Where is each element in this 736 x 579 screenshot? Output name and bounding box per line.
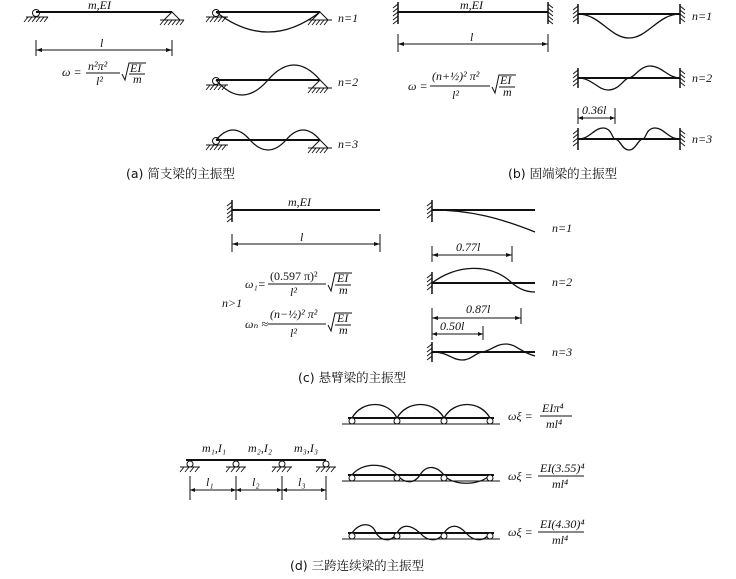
omega-lhs: ω = bbox=[62, 65, 82, 79]
span-property-2: m₂,I₂ bbox=[248, 441, 273, 455]
n-condition: n>1 bbox=[222, 296, 243, 310]
omegan-lhs: ωₙ ≈ bbox=[245, 317, 268, 331]
mode-shape-2 bbox=[573, 66, 685, 90]
omega-numerator: n²π² bbox=[88, 59, 108, 73]
sqrt-numerator: EI bbox=[130, 61, 142, 75]
span-property-3: m₃,I₃ bbox=[294, 441, 319, 455]
mode-label-2: n=2 bbox=[552, 275, 573, 289]
omega-lhs: ω = bbox=[408, 79, 428, 93]
mode-shape-1 bbox=[427, 200, 535, 232]
omega-numerator: (n+½)² π² bbox=[432, 69, 480, 83]
fixed-support-icon bbox=[548, 2, 553, 24]
span-property-1: m₁,I₁ bbox=[202, 441, 227, 455]
fixed-support-icon bbox=[227, 200, 232, 222]
mode-shape-2 bbox=[206, 65, 332, 95]
omegan-numerator: (n−½)² π² bbox=[270, 307, 318, 321]
caption-a: (a) 简支梁的主振型 bbox=[126, 166, 235, 181]
span-length-3: l₃ bbox=[298, 475, 306, 489]
mode-label-1: n=1 bbox=[552, 221, 573, 235]
omega-lhs: ωξ = bbox=[508, 409, 533, 423]
continuous-beam bbox=[180, 460, 336, 472]
dimension-label-2: 0.87l bbox=[466, 302, 491, 316]
mode-shape-2 bbox=[342, 465, 500, 483]
mode-1-denominator: ml⁴ bbox=[546, 417, 563, 431]
omega-lhs: ωξ = bbox=[508, 469, 533, 483]
omega1-numerator: (0.597 π)² bbox=[270, 269, 318, 283]
panel-c-cantilever bbox=[222, 195, 572, 385]
mode-label-3: n=3 bbox=[338, 137, 359, 151]
sqrt-denominator: m bbox=[339, 283, 348, 297]
mode-shape-3 bbox=[206, 130, 332, 153]
sqrt-numerator: EI bbox=[500, 73, 512, 87]
span-length-1: l₁ bbox=[206, 475, 214, 489]
omega-denominator: l² bbox=[96, 74, 103, 88]
omega-lhs: ωξ = bbox=[508, 525, 533, 539]
sqrt-denominator: m bbox=[503, 85, 512, 99]
mode-label-1: n=1 bbox=[692, 9, 713, 23]
omega1-denominator: l² bbox=[290, 285, 297, 299]
span-label: l bbox=[100, 36, 104, 50]
span-label: l bbox=[300, 230, 304, 244]
mode-shape-2 bbox=[427, 268, 535, 294]
mode-shape-3 bbox=[427, 342, 535, 362]
span-label: l bbox=[470, 30, 474, 44]
sqrt-denominator: m bbox=[133, 72, 142, 86]
caption-d: (d) 三跨连续梁的主振型 bbox=[290, 558, 425, 573]
mode-label-1: n=1 bbox=[338, 11, 359, 25]
mode-2-denominator: ml⁴ bbox=[552, 477, 569, 491]
fixed-support-icon bbox=[393, 2, 398, 24]
mode-2-numerator: EI(3.55)⁴ bbox=[540, 461, 585, 475]
roller-support-icon bbox=[160, 12, 184, 25]
mode-3-numerator: EI(4.30)⁴ bbox=[540, 517, 585, 531]
sqrt-numerator: EI bbox=[337, 271, 349, 285]
sqrt-denominator: m bbox=[339, 323, 348, 337]
dimension-label: 0.36l bbox=[582, 103, 607, 117]
mode-label-2: n=2 bbox=[338, 75, 359, 89]
mode-shape-1 bbox=[206, 10, 332, 33]
panel-b-fixed-fixed bbox=[393, 0, 712, 181]
omegan-denominator: l² bbox=[290, 326, 297, 340]
caption-b: (b) 固端梁的主振型 bbox=[508, 166, 618, 181]
mode-1-numerator: EIπ⁴ bbox=[542, 401, 564, 415]
span-length-2: l₂ bbox=[252, 475, 260, 489]
mode-3-denominator: ml⁴ bbox=[552, 533, 569, 547]
mode-shape-3 bbox=[573, 128, 685, 150]
mode-label-2: n=2 bbox=[692, 71, 713, 85]
panel-d-continuous bbox=[180, 401, 585, 573]
omega1-lhs: ω₁= bbox=[245, 277, 266, 291]
omega-denominator: l² bbox=[452, 88, 459, 102]
dimension-label-3: 0.50l bbox=[440, 319, 465, 333]
mode-shape-3 bbox=[342, 525, 500, 540]
beam-label: m,EI bbox=[460, 0, 483, 12]
mode-shape-1 bbox=[342, 405, 500, 425]
panel-a-simply-supported bbox=[24, 0, 358, 181]
mode-label-3: n=3 bbox=[692, 132, 713, 146]
dimension-label-1: 0.77l bbox=[456, 240, 481, 254]
beam-label: m,EI bbox=[288, 195, 311, 209]
mode-label-3: n=3 bbox=[552, 345, 573, 359]
caption-c: (c) 悬臂梁的主振型 bbox=[298, 370, 407, 385]
mode-shape-1 bbox=[573, 4, 685, 38]
beam-label: m,EI bbox=[88, 0, 111, 12]
sqrt-numerator: EI bbox=[337, 311, 349, 325]
